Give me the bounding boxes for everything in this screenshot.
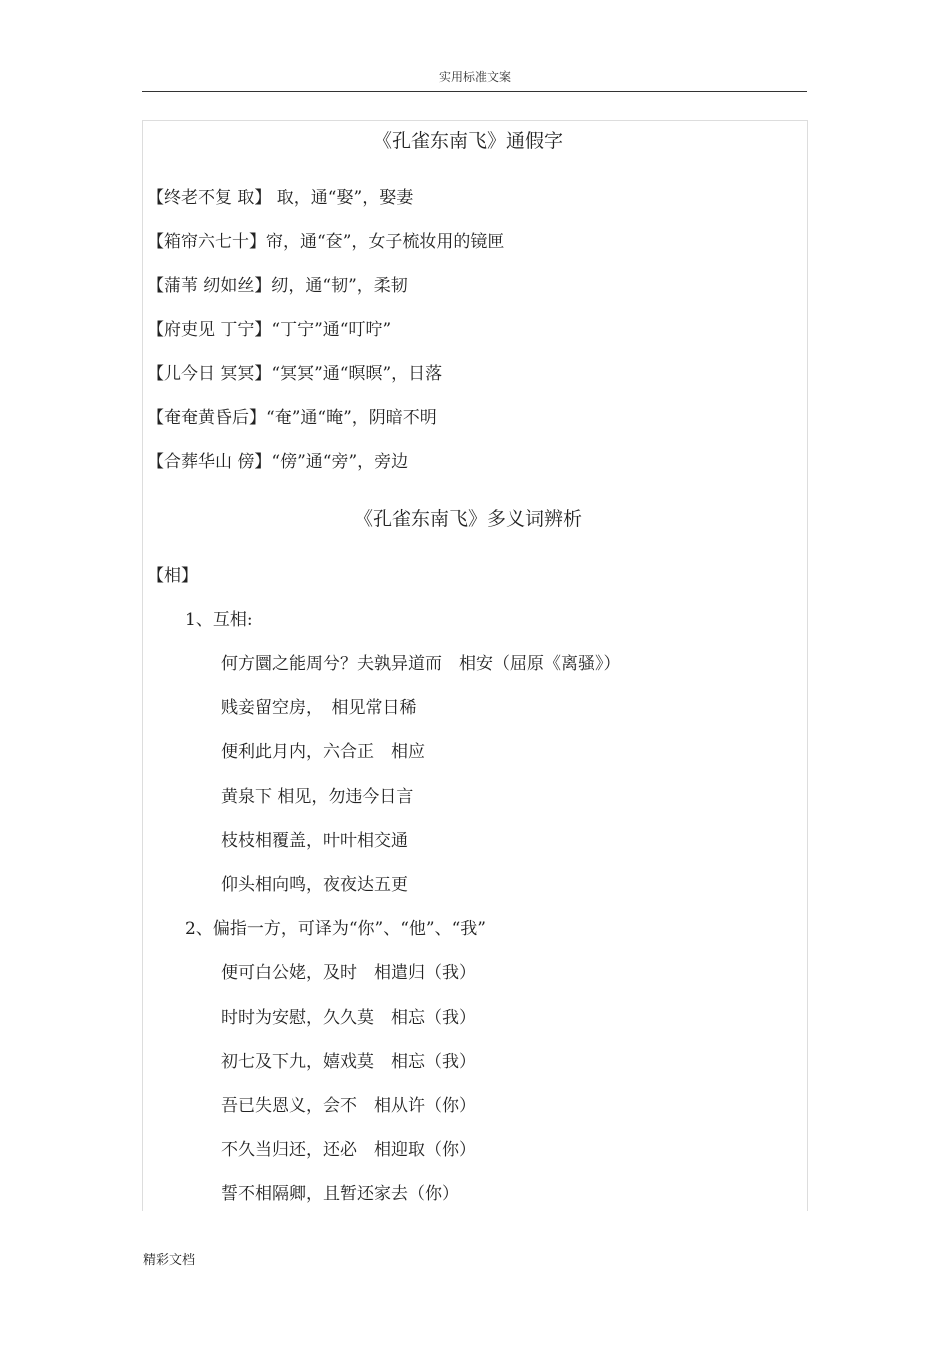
- tongjia-item: 【府吏见 丁宁】“丁宁”通“叮咛”: [147, 320, 392, 340]
- tongjia-item: 【终老不复 取】 取，通“娶”，娶妻: [147, 188, 414, 208]
- example-line: 时时为安慰，久久莫 相忘（我）: [221, 1008, 476, 1028]
- example-line: 黄泉下 相见，勿违今日言: [221, 787, 414, 807]
- example-line: 不久当归还，还必 相迎取（你）: [221, 1140, 476, 1160]
- example-line: 何方圜之能周兮？夫孰异道而 相安（屈原《离骚》）: [221, 654, 621, 674]
- section1-title: 《孔雀东南飞》通假字: [372, 130, 563, 152]
- tongjia-item: 【箱帘六七十】帘，通“奁”，女子梳妆用的镜匣: [147, 232, 505, 252]
- tongjia-item: 【合葬华山 傍】“傍”通“旁”，旁边: [147, 452, 409, 472]
- example-line: 贱妾留空房， 相见常日稀: [221, 698, 417, 718]
- example-line: 仰头相向鸣，夜夜达五更: [221, 875, 408, 895]
- sense-label: 2、偏指一方，可译为“你”、“他”、“我”: [185, 919, 486, 939]
- section2-title: 《孔雀东南飞》多义词辨析: [353, 508, 582, 530]
- example-line: 吾已失恩义，会不 相从许（你）: [221, 1096, 476, 1116]
- tongjia-item: 【蒲苇 纫如丝】纫，通“韧”，柔韧: [147, 276, 408, 296]
- tongjia-item: 【奄奄黄昏后】“奄”通“晻”，阴暗不明: [147, 408, 437, 428]
- header-divider: [142, 91, 807, 92]
- page-footer: 精彩文档: [143, 1253, 196, 1268]
- example-line: 誓不相隔卿，且暂还家去（你）: [221, 1184, 459, 1204]
- page-header: 实用标准文案: [438, 70, 511, 84]
- sense-label: 1、互相:: [185, 610, 253, 630]
- example-line: 枝枝相覆盖，叶叶相交通: [221, 831, 408, 851]
- example-line: 便利此月内，六合正 相应: [221, 742, 425, 762]
- example-line: 初七及下九，嬉戏莫 相忘（我）: [221, 1052, 476, 1072]
- polysemous-word: 【相】: [147, 566, 198, 586]
- tongjia-item: 【儿今日 冥冥】“冥冥”通“暝暝”，日落: [147, 364, 443, 384]
- example-line: 便可白公姥，及时 相遣归（我）: [221, 963, 476, 983]
